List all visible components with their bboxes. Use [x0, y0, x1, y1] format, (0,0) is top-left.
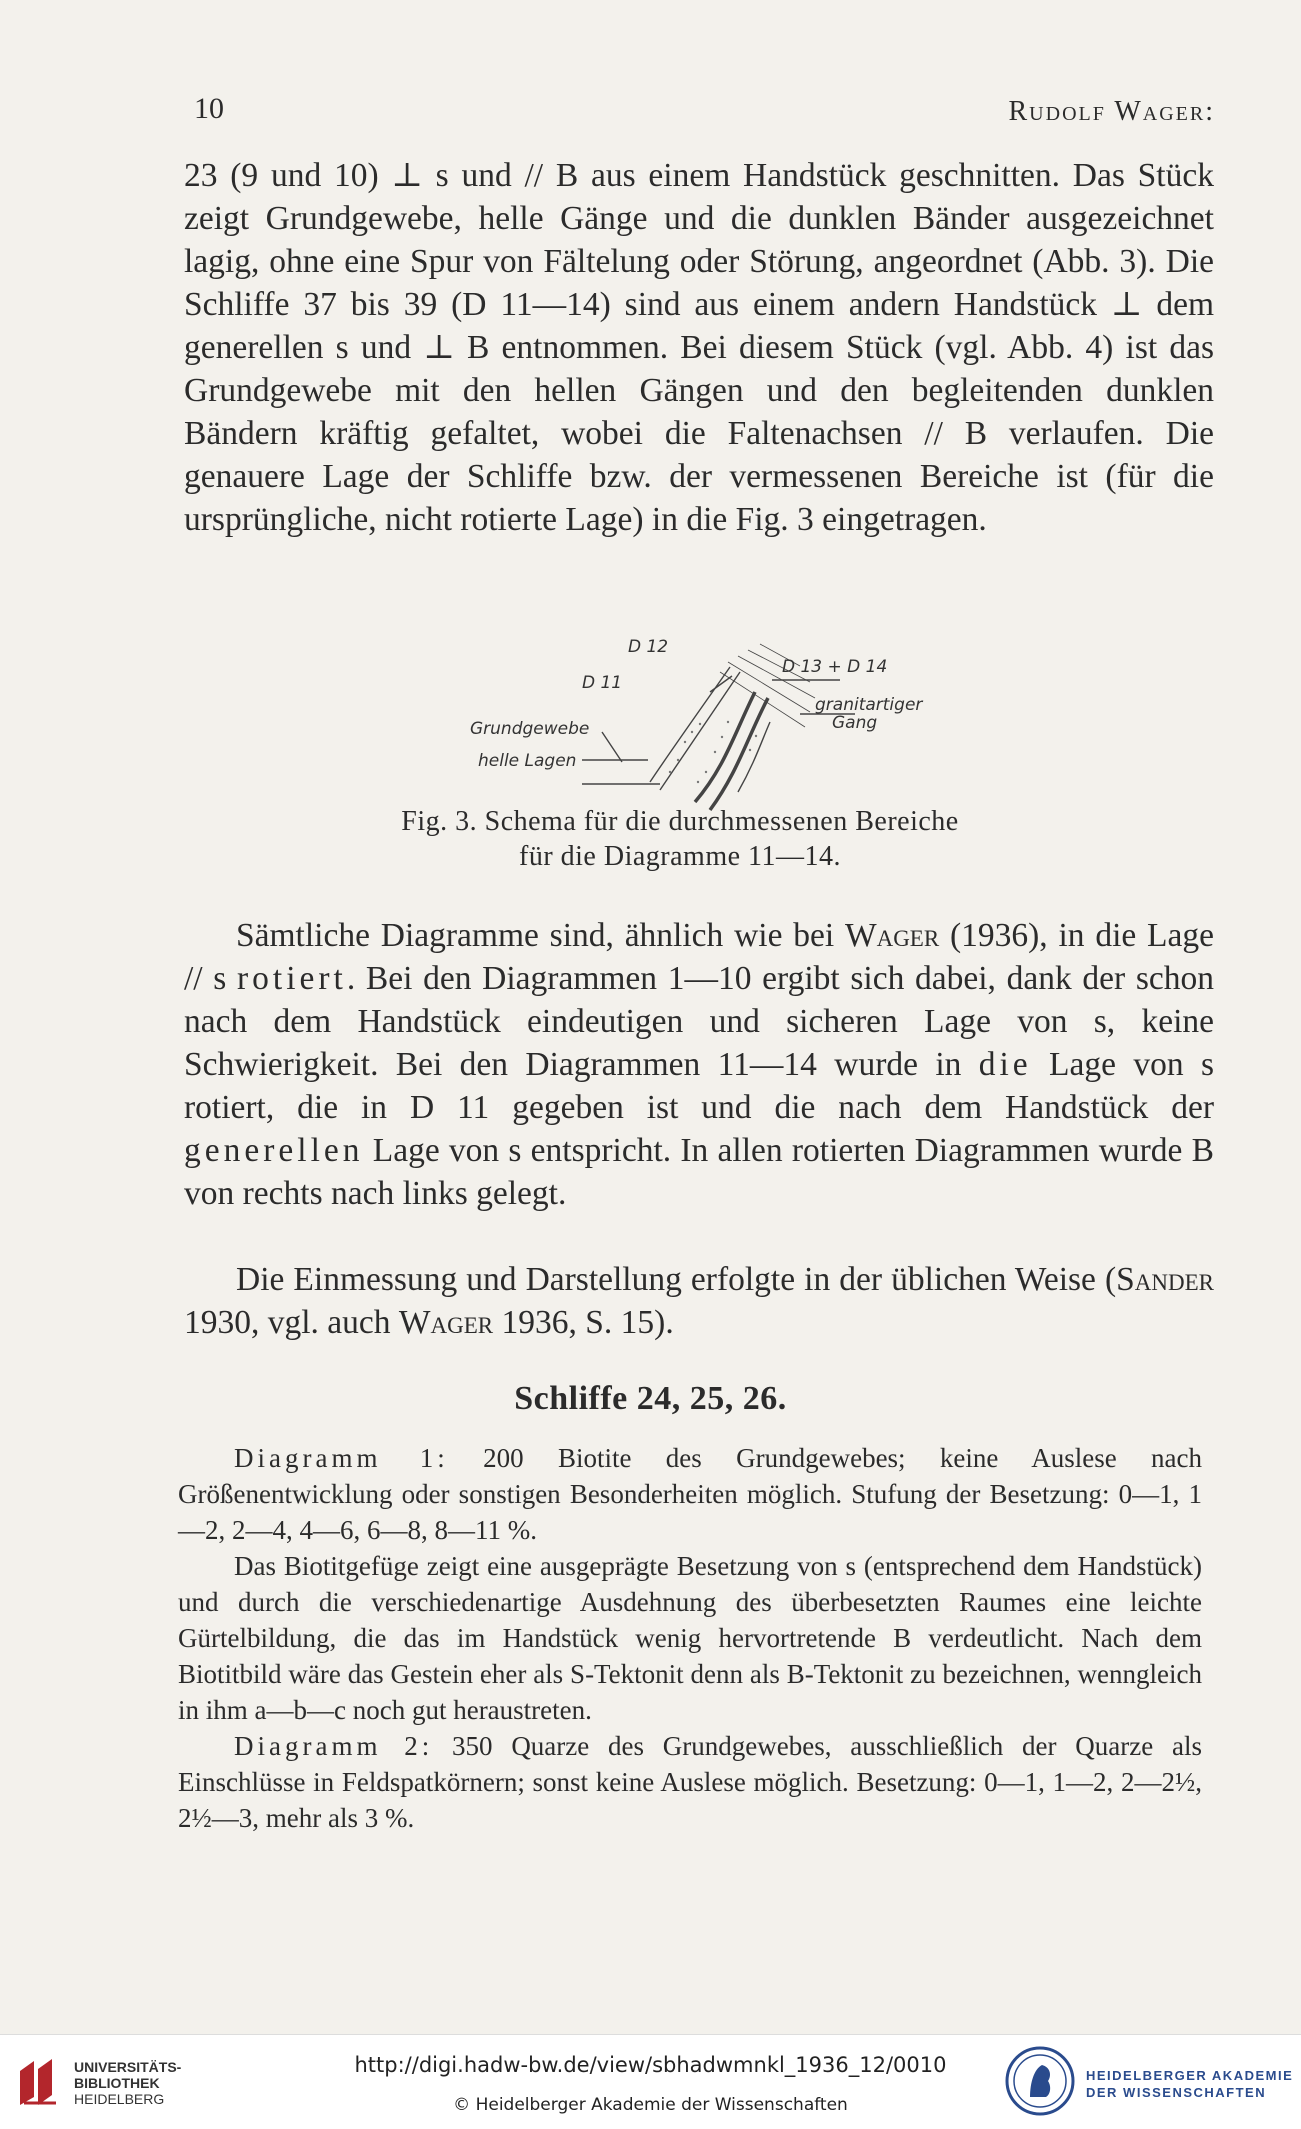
paragraph-rotation — [184, 914, 1214, 1215]
page-number: 10 — [194, 92, 224, 125]
text-run: Lage von s entspricht. In allen rotierten Diagrammen wurde B von rechts nach links gelegt. — [184, 1132, 1214, 1212]
diagram-label: Diagramm 2: — [234, 1731, 434, 1761]
text-run: 1936, S. 15). — [493, 1304, 674, 1341]
figure-caption — [300, 804, 1060, 874]
text-run: 1930, vgl. auch — [184, 1304, 399, 1341]
band-line-2 — [660, 672, 740, 790]
section-heading: Schliffe 24, 25, 26. — [514, 1380, 787, 1417]
text-run: 200 Biotite des Grundgewebes; keine Auslese nach Größenentwicklung oder sonstigen Besonderheiten möglich. Stufung der Besetzung: 0—1, 1—2, 2—4, 4—6, 6—8, 8—11 %. — [178, 1443, 1202, 1545]
paragraph-text — [184, 914, 1214, 1215]
emphasis: rotiert — [237, 960, 347, 997]
text-run: Lage von s rotiert, die in D 11 gegeben ist und die nach dem Handstück der — [184, 1046, 1214, 1126]
label-d13-d14: D 13 + D 14 — [782, 657, 888, 677]
academy-name — [1086, 2067, 1293, 2101]
dark-band-2 — [710, 698, 768, 810]
label-granitartiger: granitartiger — [815, 695, 923, 715]
text-run: Die Einmessung und Darstellung erfolgte in der üblichen Weise ( — [236, 1261, 1117, 1298]
page-header — [194, 92, 1215, 132]
label-helle-lagen: helle Lagen — [478, 751, 577, 771]
band-line-3 — [738, 722, 770, 792]
label-d11: D 11 — [582, 673, 623, 693]
copyright-notice: © Heidelberger Akademie der Wissenschaften — [453, 2095, 848, 2115]
permalink-url[interactable]: http://digi.hadw-bw.de/view/sbhadwmnkl_1936_12/0010 — [354, 2053, 947, 2077]
text-run: Sämtliche Diagramme sind, ähnlich wie bei — [236, 917, 845, 954]
diagram-2-description — [178, 1728, 1202, 1836]
label-grundgewebe: Grundgewebe — [470, 719, 590, 739]
band-line-1 — [650, 667, 730, 782]
text-run: 350 Quarze des Grundgewebes, ausschließlich der Quarze als Einschlüsse in Feldspatkörnern; sonst keine Auslese möglich. Besetzung: 0—1, 1—2, 2—2½, 2½—3, mehr als 3 %. — [178, 1731, 1202, 1833]
ub-line-3: HEIDELBERG — [74, 2091, 165, 2107]
schema-drawing — [470, 632, 940, 832]
text-run: (1936), in die Lage // s — [184, 917, 1214, 997]
caption-line-2: für die Diagramme 11—14. — [519, 841, 841, 872]
ub-line-2: BIBLIOTHEK — [74, 2075, 160, 2091]
author-name: Sander — [1116, 1261, 1214, 1298]
paragraph-text — [184, 1258, 1214, 1344]
running-head: Rudolf Wager: — [1008, 96, 1215, 127]
d11-leader — [602, 732, 622, 762]
academy-seal-icon — [1004, 2045, 1076, 2117]
diagram-descriptions — [178, 1440, 1202, 1836]
caption-line-1: Fig. 3. Schema für die durchmessenen Bereiche — [401, 806, 959, 837]
emphasis: generellen — [184, 1132, 364, 1169]
diagram-1-description — [178, 1440, 1202, 1548]
author-name: Wager — [844, 917, 940, 954]
digitization-footer — [0, 2034, 1301, 2129]
academy-line-2: DER WISSENSCHAFTEN — [1086, 2085, 1267, 2100]
label-gang: Gang — [832, 713, 878, 733]
ub-line-1: UNIVERSITÄTS- — [74, 2059, 182, 2075]
biotit-paragraph: Das Biotitgefüge zeigt eine ausgeprägte Besetzung von s (entsprechend dem Handstück) und durch die verschiedenartige Ausdehnung des überbesetzten Raumes eine leichte Gürtelbildung, die das im Handstück wenig hervortretende B verdeutlicht. Nach dem Biotitbild wäre das Gestein eher als S-Tektonit denn als B-Tektonit zu bezeichnen, wenngleich in ihm a—b—c noch gut heraustreten. — [178, 1551, 1202, 1725]
label-d12: D 12 — [628, 637, 669, 657]
emphasis: die — [978, 1046, 1032, 1083]
text-run: . Bei den Diagrammen 1—10 ergibt sich dabei, dank der schon nach dem Handstück eindeutigen und sicheren Lage von s, keine Schwierigkeit. Bei den Diagrammen 11—14 wurde in — [184, 960, 1215, 1083]
author-name: Wager — [398, 1304, 494, 1341]
academy-line-1: HEIDELBERGER AKADEMIE — [1086, 2068, 1294, 2083]
figure-3-diagram — [470, 632, 940, 832]
paragraph-method — [184, 1258, 1214, 1344]
paragraph-intro — [184, 154, 1214, 541]
diagram-label: Diagramm 1: — [234, 1443, 449, 1473]
paragraph-text: 23 (9 und 10) ⊥ s und // B aus einem Handstück geschnitten. Das Stück zeigt Grundgewebe, helle Gänge und die dunklen Bänder ausgezeichnet lagig, ohne eine Spur von Fältelung oder Störung, angeordnet (Abb. 3). Die Schliffe 37 bis 39 (D 11—14) sind aus einem andern Handstück ⊥ dem generellen s und ⊥ B entnommen. Bei diesem Stück (vgl. Abb. 4) ist das Grundgewebe mit den hellen Gängen und den begleitenden dunklen Bändern kräftig gefaltet, wobei die Faltenachsen // B verlaufen. Die genauere Lage der Schliffe bzw. der vermessenen Bereiche ist (für die ursprüngliche, nicht rotierte Lage) in die Fig. 3 eingetragen. — [184, 157, 1214, 538]
